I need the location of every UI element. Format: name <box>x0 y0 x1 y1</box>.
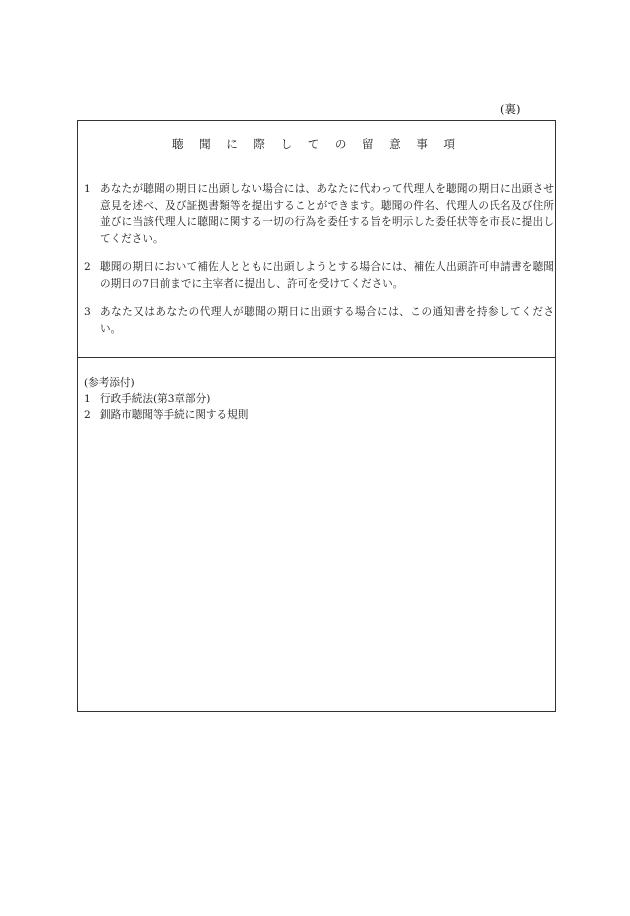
section-title: 聴 聞 に 際 し て の 留 意 事 項 <box>171 137 462 151</box>
reference-text: 行政手続法(第3章部分) <box>100 393 211 405</box>
references-heading: (参考添付) <box>84 377 135 389</box>
precaution-item-1 <box>84 181 554 247</box>
reference-number: 1 <box>84 393 91 405</box>
references-list <box>84 391 549 423</box>
precaution-number: 3 <box>84 306 91 318</box>
reference-number: 2 <box>84 409 91 421</box>
precaution-item-3 <box>84 304 554 337</box>
precaution-text: 聴聞の期日において補佐人とともに出頭しようとする場合には、補佐人出頭許可申請書を聴聞の期日の7日前までに主宰者に提出し、許可を受けてください。 <box>100 261 554 290</box>
precaution-number: 2 <box>84 261 91 273</box>
precaution-item-2 <box>84 259 554 292</box>
precautions-list <box>84 181 554 349</box>
reference-item-2 <box>84 407 549 423</box>
precaution-text: あなたが聴聞の期日に出頭しない場合には、あなたに代わって代理人を聴聞の期日に出頭させ意見を述べ、及び証拠書類等を提出することができます。聴聞の件名、代理人の氏名及び住所並びに当該代理人に聴聞に関する一切の行為を委任する旨を明示した委任状等を市長に提出してください。 <box>100 183 554 245</box>
precautions-section <box>78 121 555 358</box>
precaution-number: 1 <box>84 183 91 195</box>
notice-form-box <box>77 120 556 712</box>
reference-text: 釧路市聴聞等手続に関する規則 <box>100 409 249 421</box>
references-section <box>84 375 549 423</box>
precaution-text: あなた又はあなたの代理人が聴聞の期日に出頭する場合には、この通知書を持参してください。 <box>100 306 554 335</box>
reference-item-1 <box>84 391 549 407</box>
page-side-label: (裏) <box>500 102 521 116</box>
